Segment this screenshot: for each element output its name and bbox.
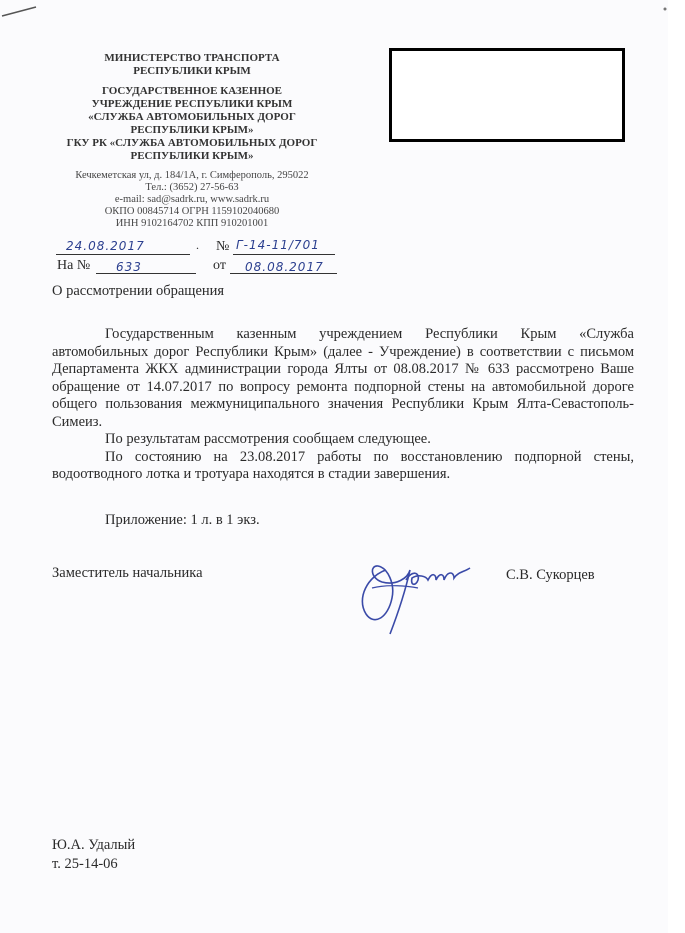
signatory-name: С.В. Сукорцев [506, 567, 595, 583]
executor-info [52, 836, 135, 874]
from-label: от [213, 258, 226, 273]
letter-body [52, 326, 634, 484]
body-paragraph-1: Государственным казенным учреждением Республики Крым «Служба автомобильных дорог Республики Крым» (далее - Учреждение) в соответствии с письмом Департамента ЖКХ администрации города Ялты от 08.08.2017 № 633 рассмотрено Ваше обращение от 14.07.2017 по вопросу ремонта подпорной стены на автомобильной дороге общего пользования межмуниципального значения Республики Крым Ялта-Севастополь-Симеиз. [52, 326, 634, 430]
institution-line-2: УЧРЕЖДЕНИЕ РЕСПУБЛИКИ КРЫМ [91, 98, 293, 110]
scan-corner-mark [0, 4, 40, 18]
institution-line-3: «СЛУЖБА АВТОМОБИЛЬНЫХ ДОРОГ [88, 111, 296, 123]
ministry-line-2: РЕСПУБЛИКИ КРЫМ [133, 65, 251, 77]
phone-line: Тел.: (3652) 27-56-63 [145, 182, 239, 193]
dot-separator: . [196, 238, 199, 252]
body-paragraph-2: По результатам рассмотрения сообщаем следующее. [105, 431, 431, 447]
reply-number-line [96, 273, 196, 274]
handwritten-signature [348, 548, 478, 638]
institution-line-4: РЕСПУБЛИКИ КРЫМ» [130, 124, 254, 136]
redacted-addressee-box [389, 48, 625, 142]
institution-line-6: РЕСПУБЛИКИ КРЫМ» [130, 150, 254, 162]
reply-date-line [230, 273, 337, 274]
address-line: Кечкеметская ул, д. 184/1А, г. Симферополь, 295022 [75, 170, 309, 181]
outgoing-date-handwritten: 24.08.2017 [66, 239, 145, 253]
letterhead-contacts [52, 170, 332, 230]
email-line: e-mail: sad@sadrk.ru, www.sadrk.ru [114, 194, 270, 205]
attachment-note: Приложение: 1 л. в 1 экз. [105, 512, 260, 528]
inn-kpp-line: ИНН 9102164702 КПП 910201001 [115, 218, 269, 229]
executor-phone: т. 25-14-06 [52, 856, 118, 872]
ministry-line-1: МИНИСТЕРСТВО ТРАНСПОРТА [104, 52, 280, 64]
signatory-title: Заместитель начальника [52, 565, 203, 581]
institution-line-5: ГКУ РК «СЛУЖБА АВТОМОБИЛЬНЫХ ДОРОГ [66, 137, 318, 149]
scan-margin [668, 0, 685, 933]
institution-line-1: ГОСУДАРСТВЕННОЕ КАЗЕННОЕ [101, 85, 283, 97]
reply-number-handwritten: 633 [116, 260, 142, 274]
executor-name: Ю.А. Удалый [52, 837, 136, 853]
reply-to-label: На № [57, 258, 91, 273]
body-paragraph-3: По состоянию на 23.08.2017 работы по восстановлению подпорной стены, водоотводного лотка и тротуара находятся в стадии завершения. [52, 448, 634, 482]
number-symbol: № [216, 239, 230, 254]
reply-date-handwritten: 08.08.2017 [245, 260, 324, 274]
letterhead [52, 52, 332, 163]
okpo-ogrn-line: ОКПО 00845714 ОГРН 1159102040680 [104, 206, 280, 217]
letter-subject: О рассмотрении обращения [52, 283, 225, 299]
outgoing-number-line [233, 254, 335, 255]
outgoing-date-line [56, 254, 190, 255]
outgoing-number-handwritten: Г-14-11/701 [236, 238, 320, 252]
